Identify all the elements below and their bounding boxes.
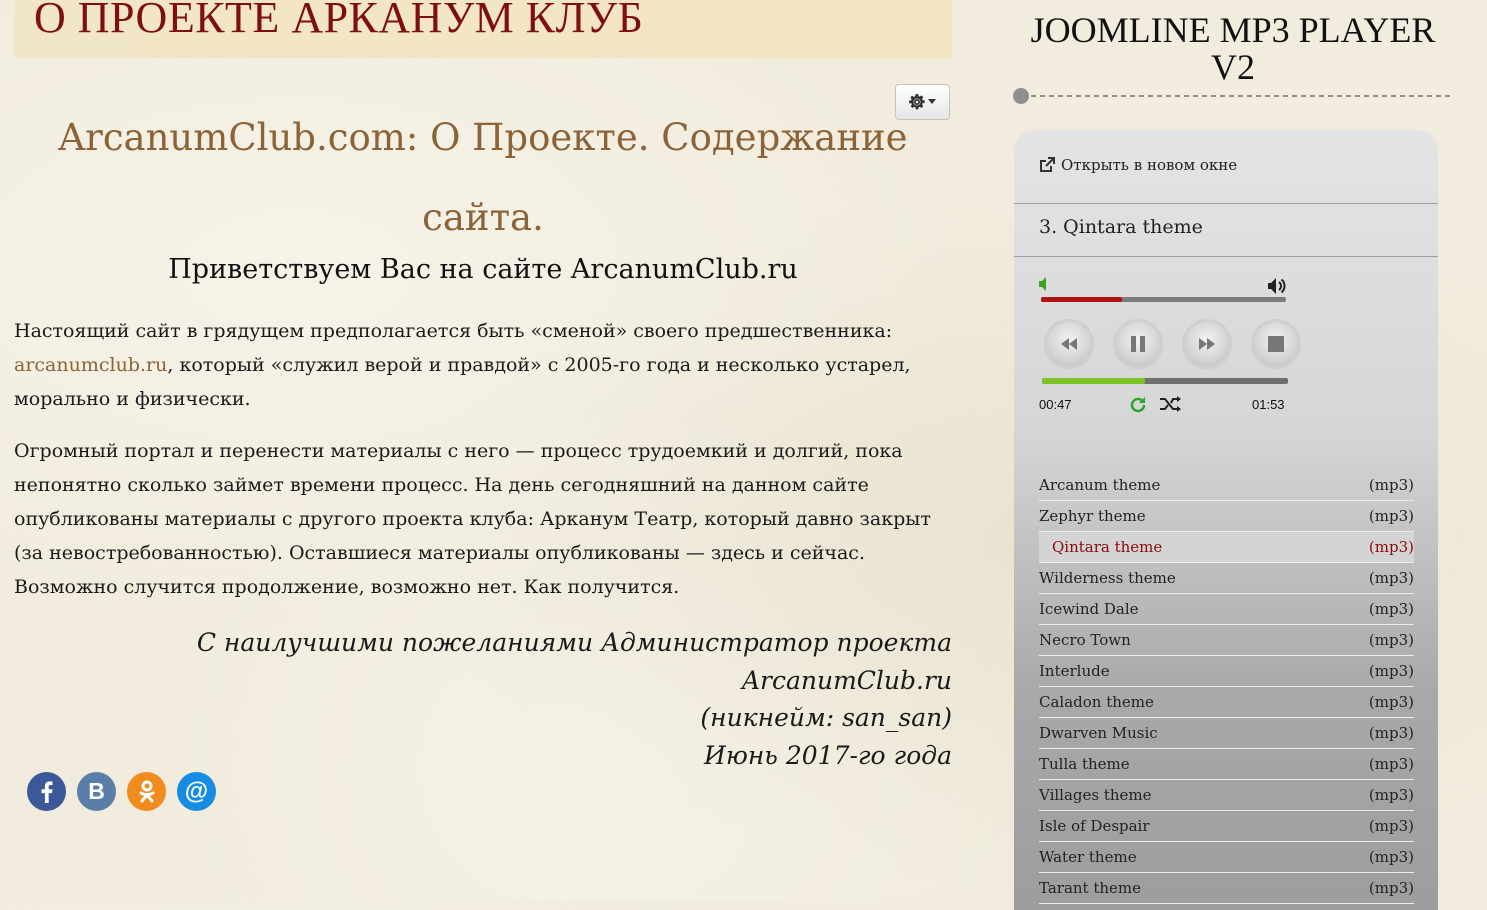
playlist-item[interactable]	[1039, 501, 1414, 532]
mail-icon: @	[184, 777, 209, 805]
playlist-item-format: (mp3)	[1368, 848, 1414, 866]
stop-icon	[1268, 336, 1284, 352]
playlist-item-title: Villages theme	[1039, 786, 1152, 804]
article-title-line2: сайта.	[422, 196, 544, 239]
facebook-icon	[37, 781, 57, 803]
playlist-item[interactable]	[1039, 687, 1414, 718]
vk-share-button[interactable]	[77, 772, 116, 811]
playlist-item-format: (mp3)	[1368, 507, 1414, 525]
playlist-item[interactable]	[1039, 625, 1414, 656]
article-title	[14, 98, 952, 258]
playlist-item[interactable]	[1039, 656, 1414, 687]
repeat-button[interactable]	[1129, 396, 1147, 418]
social-share-bar	[27, 772, 216, 811]
volume-control[interactable]	[1039, 276, 1289, 296]
player-separator-bottom	[1014, 256, 1438, 257]
main-content	[14, 0, 952, 902]
portal-paragraph: Огромный портал и перенести материалы с него — процесс трудоемкий и долгий, пока непонятно сколько займет времени процесс. На день сегодняшний на данном сайте опубликованы материалы с другого проекта клуба: Арканум Театр, который давно закрыт (за невостребованностью). Оставшиеся материалы опубликованы — здесь и сейчас. Возможно случится продолжение, возможно нет. Как получится.	[14, 440, 931, 598]
rewind-icon	[1061, 338, 1077, 350]
playlist-item[interactable]	[1039, 470, 1414, 501]
playlist-item-title: Icewind Dale	[1039, 600, 1139, 618]
module-title: JOOMLINE MP3 PLAYER V2	[1030, 10, 1436, 87]
playlist-item-title: Wilderness theme	[1039, 569, 1176, 587]
playlist-item[interactable]	[1039, 594, 1414, 625]
repeat-icon	[1129, 396, 1147, 414]
current-time: 00:47	[1039, 397, 1072, 412]
playlist-item-title: Isle of Despair	[1039, 817, 1150, 835]
odnoklassniki-icon	[138, 780, 156, 804]
playlist-item-title: Zephyr theme	[1039, 507, 1146, 525]
arcanumclub-link[interactable]: arcanumclub.ru	[14, 354, 168, 376]
current-track-title: 3. Qintara theme	[1039, 216, 1203, 238]
volume-level	[1041, 297, 1122, 302]
playback-controls	[1047, 322, 1298, 366]
playlist-item-active[interactable]	[1039, 532, 1414, 563]
open-new-window-link[interactable]	[1039, 156, 1237, 174]
playlist-item-format: (mp3)	[1368, 476, 1414, 494]
playlist-item-format: (mp3)	[1368, 600, 1414, 618]
previous-track-button[interactable]	[1047, 322, 1091, 366]
playlist-item-format: (mp3)	[1368, 724, 1414, 742]
signature-line-2: (никнейм: san_san)	[700, 703, 952, 732]
playlist-item-title: Tarant theme	[1039, 879, 1142, 897]
playlist-item-title: Interlude	[1039, 662, 1110, 680]
playlist-item-format: (mp3)	[1368, 879, 1414, 897]
playlist-item-title: Arcanum theme	[1039, 476, 1161, 494]
playlist-item-format: (mp3)	[1368, 662, 1414, 680]
page-title-bar	[14, 0, 952, 58]
shuffle-button[interactable]	[1160, 396, 1182, 416]
playlist-item-title: Qintara theme	[1052, 538, 1163, 556]
volume-slider[interactable]	[1041, 297, 1286, 302]
pause-button[interactable]	[1116, 322, 1160, 366]
intro-paragraph	[14, 314, 954, 416]
intro-text-end: , который «служил верой и правдой» с 2005-го года и несколько устарел, морально и физически.	[14, 354, 911, 410]
playlist-item-format: (mp3)	[1368, 755, 1414, 773]
volume-low-icon	[1039, 277, 1051, 291]
pause-icon	[1131, 336, 1145, 352]
playlist-item[interactable]	[1039, 780, 1414, 811]
player-separator-top	[1014, 203, 1438, 204]
playlist-item-title: Caladon theme	[1039, 693, 1154, 711]
facebook-share-button[interactable]	[27, 772, 66, 811]
external-link-icon	[1039, 157, 1055, 173]
stop-button[interactable]	[1254, 322, 1298, 366]
signature-line-1: С наилучшими пожеланиями Администратор проекта ArcanumClub.ru	[196, 628, 952, 695]
playlist-item-title: Necro Town	[1039, 631, 1131, 649]
playlist-item[interactable]	[1039, 811, 1414, 842]
playlist-item-format: (mp3)	[1368, 817, 1414, 835]
playlist-item[interactable]	[1039, 842, 1414, 873]
track-progress-fill	[1042, 378, 1145, 384]
playlist-item[interactable]	[1039, 873, 1414, 904]
sidebar	[1013, 0, 1453, 902]
intro-text-start: Настоящий сайт в грядущем предполагается быть «сменой» своего предшественника:	[14, 320, 893, 342]
fast-forward-icon	[1199, 338, 1215, 350]
mail-share-button[interactable]	[177, 772, 216, 811]
next-track-button[interactable]	[1185, 322, 1229, 366]
shuffle-icon	[1160, 396, 1182, 412]
playlist-item[interactable]	[1039, 718, 1414, 749]
playlist-item-format: (mp3)	[1368, 538, 1414, 556]
playlist-item-format: (mp3)	[1368, 693, 1414, 711]
playlist	[1039, 470, 1414, 904]
playlist-item-format: (mp3)	[1368, 631, 1414, 649]
mp3-player	[1014, 130, 1438, 910]
volume-high-icon	[1268, 278, 1288, 294]
playlist-item-format: (mp3)	[1368, 786, 1414, 804]
page-title: О ПРОЕКТЕ АРКАНУМ КЛУБ	[34, 0, 644, 42]
playlist-item[interactable]	[1039, 563, 1414, 594]
track-progress-bar[interactable]	[1042, 378, 1288, 384]
article-title-line1: ArcanumClub.com: О Проекте. Содержание	[58, 116, 908, 159]
playlist-item-format: (mp3)	[1368, 569, 1414, 587]
greeting-heading: Приветствуем Вас на сайте ArcanumClub.ru	[168, 254, 798, 285]
vk-icon: B	[88, 778, 105, 804]
odnoklassniki-share-button[interactable]	[127, 772, 166, 811]
playlist-item[interactable]	[1039, 749, 1414, 780]
signature	[14, 624, 952, 774]
playlist-item-title: Water theme	[1039, 848, 1137, 866]
signature-line-3: Июнь 2017-го года	[704, 740, 952, 770]
track-duration: 01:53	[1252, 397, 1285, 412]
module-divider	[1013, 87, 1453, 105]
playlist-item-title: Dwarven Music	[1039, 724, 1158, 742]
playlist-item-title: Tulla theme	[1039, 755, 1130, 773]
open-new-window-label: Открыть в новом окне	[1061, 156, 1238, 174]
